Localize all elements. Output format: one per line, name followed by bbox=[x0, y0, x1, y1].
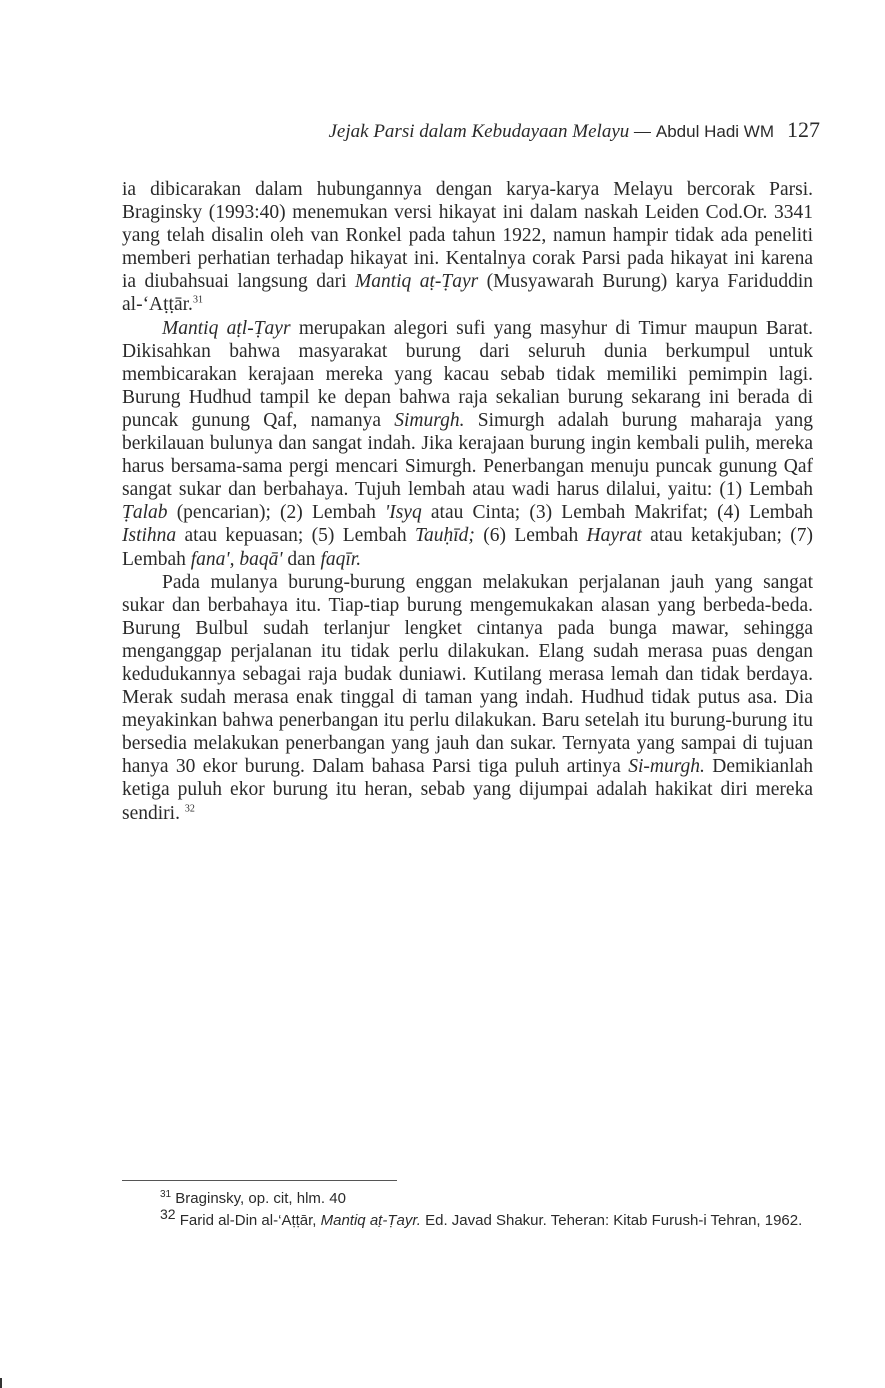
italic-term: Si-murgh. bbox=[628, 756, 705, 778]
footnote-ref: 31 bbox=[192, 294, 203, 306]
paragraph-text: Pada mulanya burung-burung enggan melakukan perjalanan jauh yang sangat sukar dan berbahaya itu. Tiap-tiap burung mengemukakan alasan yang berbeda-beda. Burung Bulbul sudah terlanjur lengket cintanya pada bunga mawar, sehingga menganggap perjalanan itu tidak perlu dilakukan. Elang sudah merasa puas dengan kedudukannya sebagai raja budak duniawi. Kutilang merasa lemah dan tidak berdaya. Merak sudah merasa enak tinggal di taman yang indah. Hudhud tidak putus asa. Dia meyakinkan bahwa penerbangan itu perlu dilakukan. Baru setelah itu burung-burung itu bersedia melakukan penerbangan yang jauh dan sukar. Ternyata yang sampai di tujuan hanya 30 ekor burung. Dalam bahasa Parsi tiga puluh artinya bbox=[122, 571, 813, 778]
paragraph-text: (6) Lembah bbox=[474, 525, 587, 547]
running-header bbox=[130, 118, 820, 144]
italic-title: Mantiq aṭ-Ṭayr bbox=[354, 271, 479, 293]
paragraph-1 bbox=[122, 178, 813, 317]
italic-term: Simurgh. bbox=[394, 409, 465, 431]
italic-term: Ṭalab bbox=[122, 502, 168, 524]
paragraph-text: atau kepuasan; (5) Lembah bbox=[176, 525, 415, 547]
italic-term: Istihna bbox=[122, 525, 177, 547]
paragraph-text: (Musyawarah Burung) karya Fariduddin al-‘Aṭṭār. bbox=[122, 271, 813, 316]
page-number: 127 bbox=[787, 117, 820, 142]
footnote-number: 32 bbox=[160, 1206, 176, 1222]
footnotes bbox=[122, 1188, 813, 1232]
paragraph-text: dan bbox=[282, 548, 321, 570]
footnote-ref: 32 bbox=[184, 803, 195, 815]
italic-term: Hayrat bbox=[586, 525, 642, 547]
italic-term: 'Isyq bbox=[385, 502, 422, 524]
footnote-text: Ed. Javad Shakur. Teheran: Kitab Furush-i Tehran, 1962. bbox=[420, 1212, 803, 1229]
paragraph-text: atau Cinta; (3) Lembah Makrifat; (4) Lembah bbox=[421, 502, 813, 524]
paragraph-text: ia dibicarakan dalam hubungannya dengan karya-karya Melayu bercorak Parsi. Braginsky (1993:40) menemukan versi hikayat ini dalam naskah Leiden Cod.Or. 3341 yang telah disalin oleh van Ronkel pada tahun 1922, namun hampir tidak ada peneliti memberi perhatian terhadap hikayat ini. Kentalnya corak Parsi pada hikayat ini karena ia diubahsuai langsung dari bbox=[122, 179, 813, 293]
header-author: Abdul Hadi WM bbox=[655, 122, 774, 141]
page-edge-mark bbox=[0, 1378, 12, 1388]
paragraph-text: Demikianlah ketiga puluh ekor burung itu heran, sebab yang dijumpai adalah hakikat diri mereka sendiri. bbox=[122, 756, 814, 824]
italic-term: Tauḥīd; bbox=[414, 525, 475, 547]
footnote-text: Farid al-Din al-‘Aṭṭār, bbox=[179, 1212, 321, 1229]
paragraph-text: atau ketakjuban; (7) Lembah bbox=[122, 525, 813, 570]
body-text bbox=[122, 178, 813, 825]
footnote-31 bbox=[122, 1188, 813, 1210]
footnote-number: 31 bbox=[160, 1189, 172, 1200]
italic-term: faqīr. bbox=[320, 548, 362, 570]
paragraph-text: (pencarian); (2) Lembah bbox=[167, 502, 386, 524]
italic-term: fana', baqā' bbox=[190, 548, 283, 570]
footnote-italic-title: Mantiq aṭ-Ṭayr. bbox=[320, 1212, 421, 1229]
footnote-text: Braginsky, op. cit, hlm. 40 bbox=[175, 1190, 346, 1207]
italic-title: Mantiq aṭl-Ṭayr bbox=[162, 317, 291, 339]
paragraph-text: Simurgh adalah burung maharaja yang berkilauan bulunya dan sangat indah. Jika kerajaan burung ingin kembali pulih, mereka harus bersama-sama pergi mencari Simurgh. Penerbangan menuju puncak gunung Qaf sangat sukar dan berbahaya. Tujuh lembah atau wadi harus dilalui, yaitu: (1) Lembah bbox=[122, 409, 813, 501]
footnote-32 bbox=[122, 1206, 813, 1232]
footnote-divider bbox=[122, 1180, 397, 1181]
paragraph-text: merupakan alegori sufi yang masyhur di Timur maupun Barat. Dikisahkan bahwa masyarakat burung dari seluruh dunia berkumpul untuk membicarakan kerajaan mereka yang kacau sebab tidak memiliki pemimpin lagi. Burung Hudhud tampil ke depan bahwa raja sekalian burung sekarang ini berada di puncak gunung Qaf, namanya bbox=[122, 317, 814, 431]
paragraph-3 bbox=[122, 571, 813, 825]
paragraph-2 bbox=[122, 317, 813, 571]
running-title: Jejak Parsi dalam Kebudayaan Melayu — bbox=[328, 121, 651, 142]
